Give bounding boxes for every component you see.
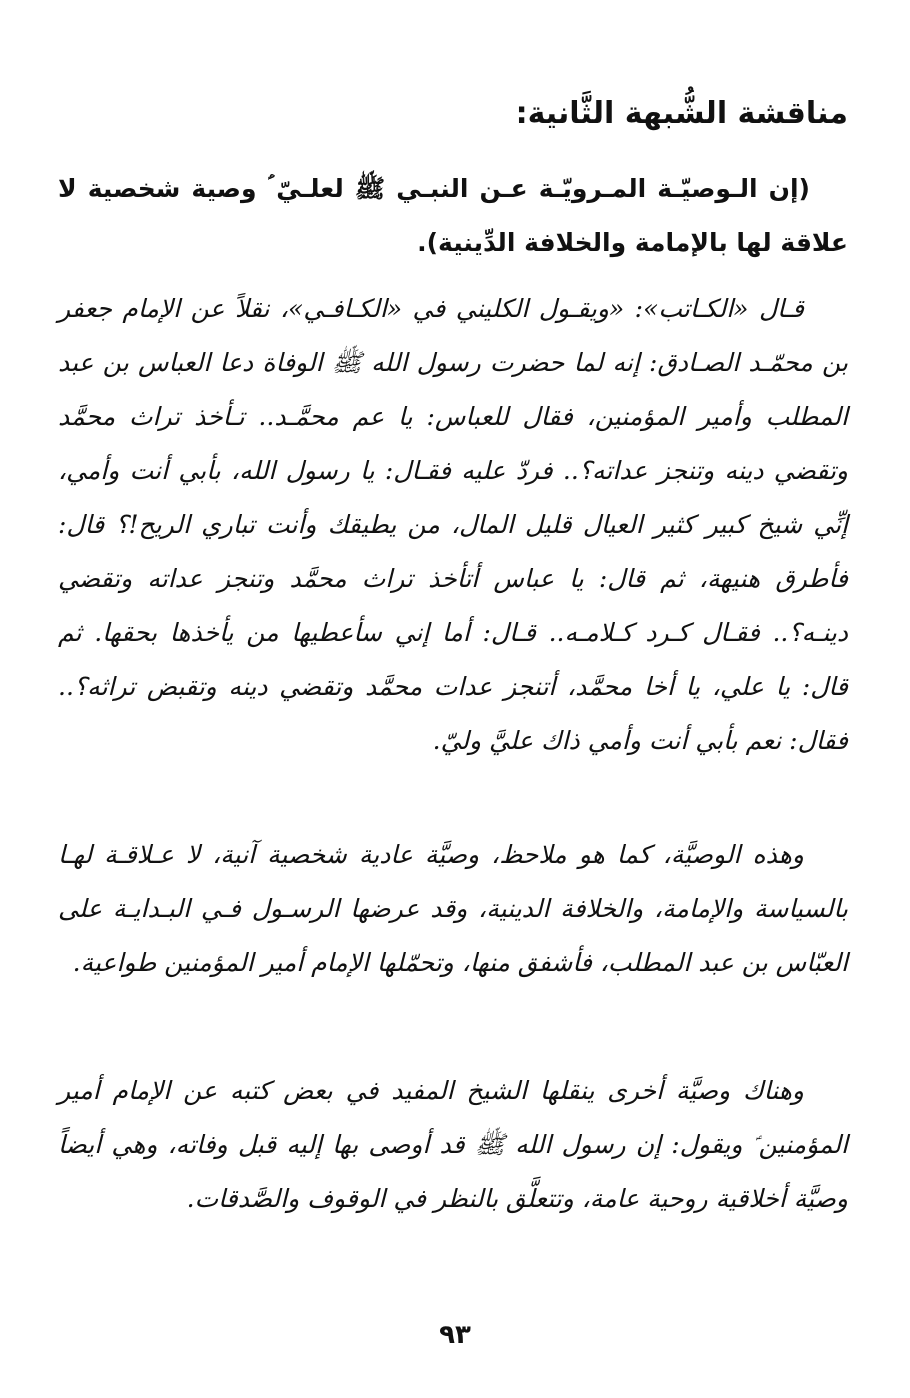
- commentary-paragraph: وهذه الوصيَّة، كما هو ملاحظ، وصيَّة عادية شخصية آنية، لا عـلاقـة لهـا بالسياسة والإمامة، والخلافة الدينية، وقد عرضها الرسـول فـي البـدايـة على العبّاس بن عبد المطلب، فأشفق منها، وتحمّلها الإمام أمير المؤمنين طواعية.: [58, 840, 848, 977]
- second-will-paragraph: وهناك وصيَّة أخرى ينقلها الشيخ المفيد في بعض كتبه عن الإمام أمير المؤمنين ؑ ويقول: إن رسول الله ﷺ قد أوصى بها إليه قبل وفاته، وهي أيضاً وصيَّة أخلاقية روحية عامة، وتتعلَّق بالنظر في الوقوف والصَّدقات.: [58, 1076, 848, 1213]
- quoted-claim-paragraph: (إن الـوصيّـة المـرويّـة عـن النبـي ﷺ لعلـيّ ؑ وصية شخصية لا علاقة لها بالإمامة والخلافة الدِّينية).: [58, 174, 848, 257]
- narration-paragraph: قـال «الكـاتب»: «ويقـول الكليني في «الكـافـي»، نقلاً عن الإمام جعفر بن محمّـد الصـادق: إنه لما حضرت رسول الله ﷺ الوفاة دعا العباس بن عبد المطلب وأمير المؤمنين، فقال للعباس: يا عم محمَّـد.. تـأخذ تراث محمَّد وتقضي دينه وتنجز عداته؟.. فردّ عليه فقـال: يا رسول الله، بأبي أنت وأمي، إنِّي شيخ كبير كثير العيال قليل المال، من يطيقك وأنت تباري الريح!؟ قال: فأطرق هنيهة، ثم قال: يا عباس أتأخذ تراث محمَّد وتنجز عداته وتقضي دينـه؟.. فقـال كـرد كـلامـه.. قـال: أما إني سأعطيها من يأخذها بحقها. ثم قال: يا علي، يا أخا محمَّد، أتنجز عدات محمَّد وتقضي دينه وتقبض تراثه؟.. فقال: نعم بأبي أنت وأمي ذاك عليَّ وليّ.: [58, 294, 848, 755]
- section-heading: مناقشة الشُّبهة الثَّانية:: [515, 96, 848, 131]
- page-number: ٩٣: [439, 1320, 471, 1350]
